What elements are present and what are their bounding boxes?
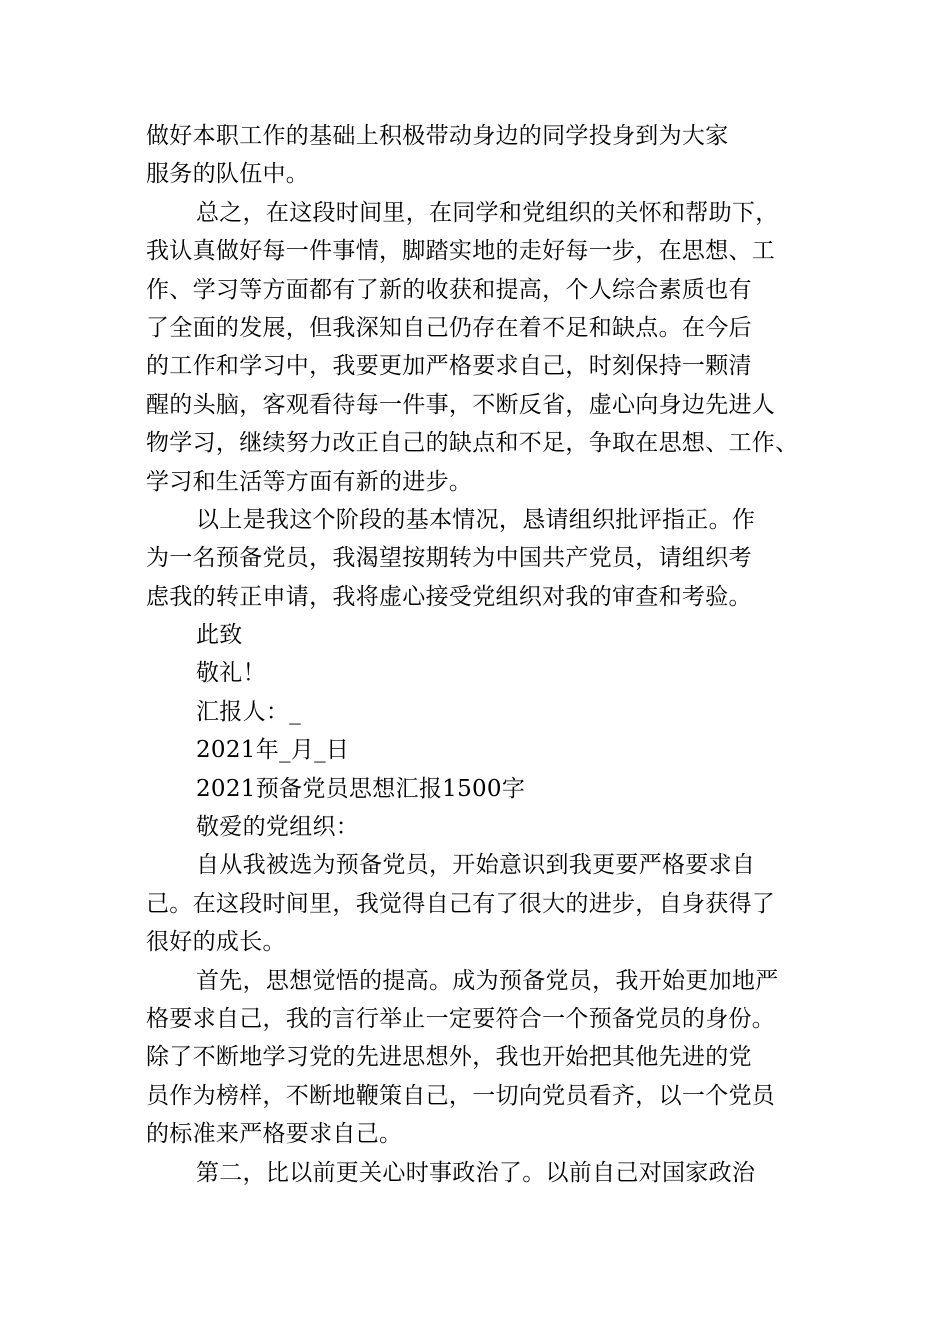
text-line: 格要求自己，我的言行举止一定要符合一个预备党员的身份。 bbox=[146, 1005, 776, 1032]
text-line: 敬礼！ bbox=[196, 660, 266, 687]
text-line: 虑我的转正申请，我将虚心接受党组织对我的审查和考验。 bbox=[146, 583, 752, 610]
text-line: 除了不断地学习党的先进思想外，我也开始把其他先进的党 bbox=[146, 1044, 752, 1071]
text-line: 物学习，继续努力改正自己的缺点和不足，争取在思想、工作、 bbox=[146, 430, 799, 457]
text-line: 我认真做好每一件事情，脚踏实地的走好每一步，在思想、工 bbox=[146, 238, 776, 265]
text-line: 此致 bbox=[196, 622, 243, 649]
text-line: 第二，比以前更关心时事政治了。以前自己对国家政治 bbox=[196, 1159, 756, 1186]
text-line: 自从我被选为预备党员，开始意识到我更要严格要求自 bbox=[196, 852, 756, 879]
text-line: 2021预备党员思想汇报1500字 bbox=[196, 775, 526, 802]
text-line: 2021年_月_日 bbox=[196, 737, 350, 764]
document-body bbox=[146, 117, 826, 1192]
text-line: 敬爱的党组织： bbox=[196, 814, 360, 841]
text-line: 作、学习等方面都有了新的收获和提高，个人综合素质也有 bbox=[146, 276, 752, 303]
text-line: 首先，思想觉悟的提高。成为预备党员，我开始更加地严 bbox=[196, 967, 779, 994]
text-line: 醒的头脑，客观看待每一件事，不断反省，虚心向身边先进人 bbox=[146, 391, 776, 418]
text-line: 很好的成长。 bbox=[146, 929, 286, 956]
text-line: 为一名预备党员，我渴望按期转为中国共产党员，请组织考 bbox=[146, 545, 752, 572]
text-line: 学习和生活等方面有新的进步。 bbox=[146, 468, 473, 495]
text-line: 做好本职工作的基础上积极带动身边的同学投身到为大家 bbox=[146, 123, 729, 149]
text-line: 总之，在这段时间里，在同学和党组织的关怀和帮助下， bbox=[196, 199, 779, 226]
text-line: 汇报人：_ bbox=[196, 698, 301, 725]
text-line: 的标准来严格要求自己。 bbox=[146, 1121, 403, 1148]
text-line: 己。在这段时间里，我觉得自己有了很大的进步，自身获得了 bbox=[146, 890, 776, 917]
text-line: 的工作和学习中，我要更加严格要求自己，时刻保持一颗清 bbox=[146, 353, 752, 380]
text-line: 员作为榜样，不断地鞭策自己，一切向党员看齐，以一个党员 bbox=[146, 1082, 776, 1109]
text-line: 服务的队伍中。 bbox=[146, 161, 310, 188]
text-line: 了全面的发展，但我深知自己仍存在着不足和缺点。在今后 bbox=[146, 314, 752, 341]
text-line: 以上是我这个阶段的基本情况，恳请组织批评指正。作 bbox=[196, 506, 756, 533]
